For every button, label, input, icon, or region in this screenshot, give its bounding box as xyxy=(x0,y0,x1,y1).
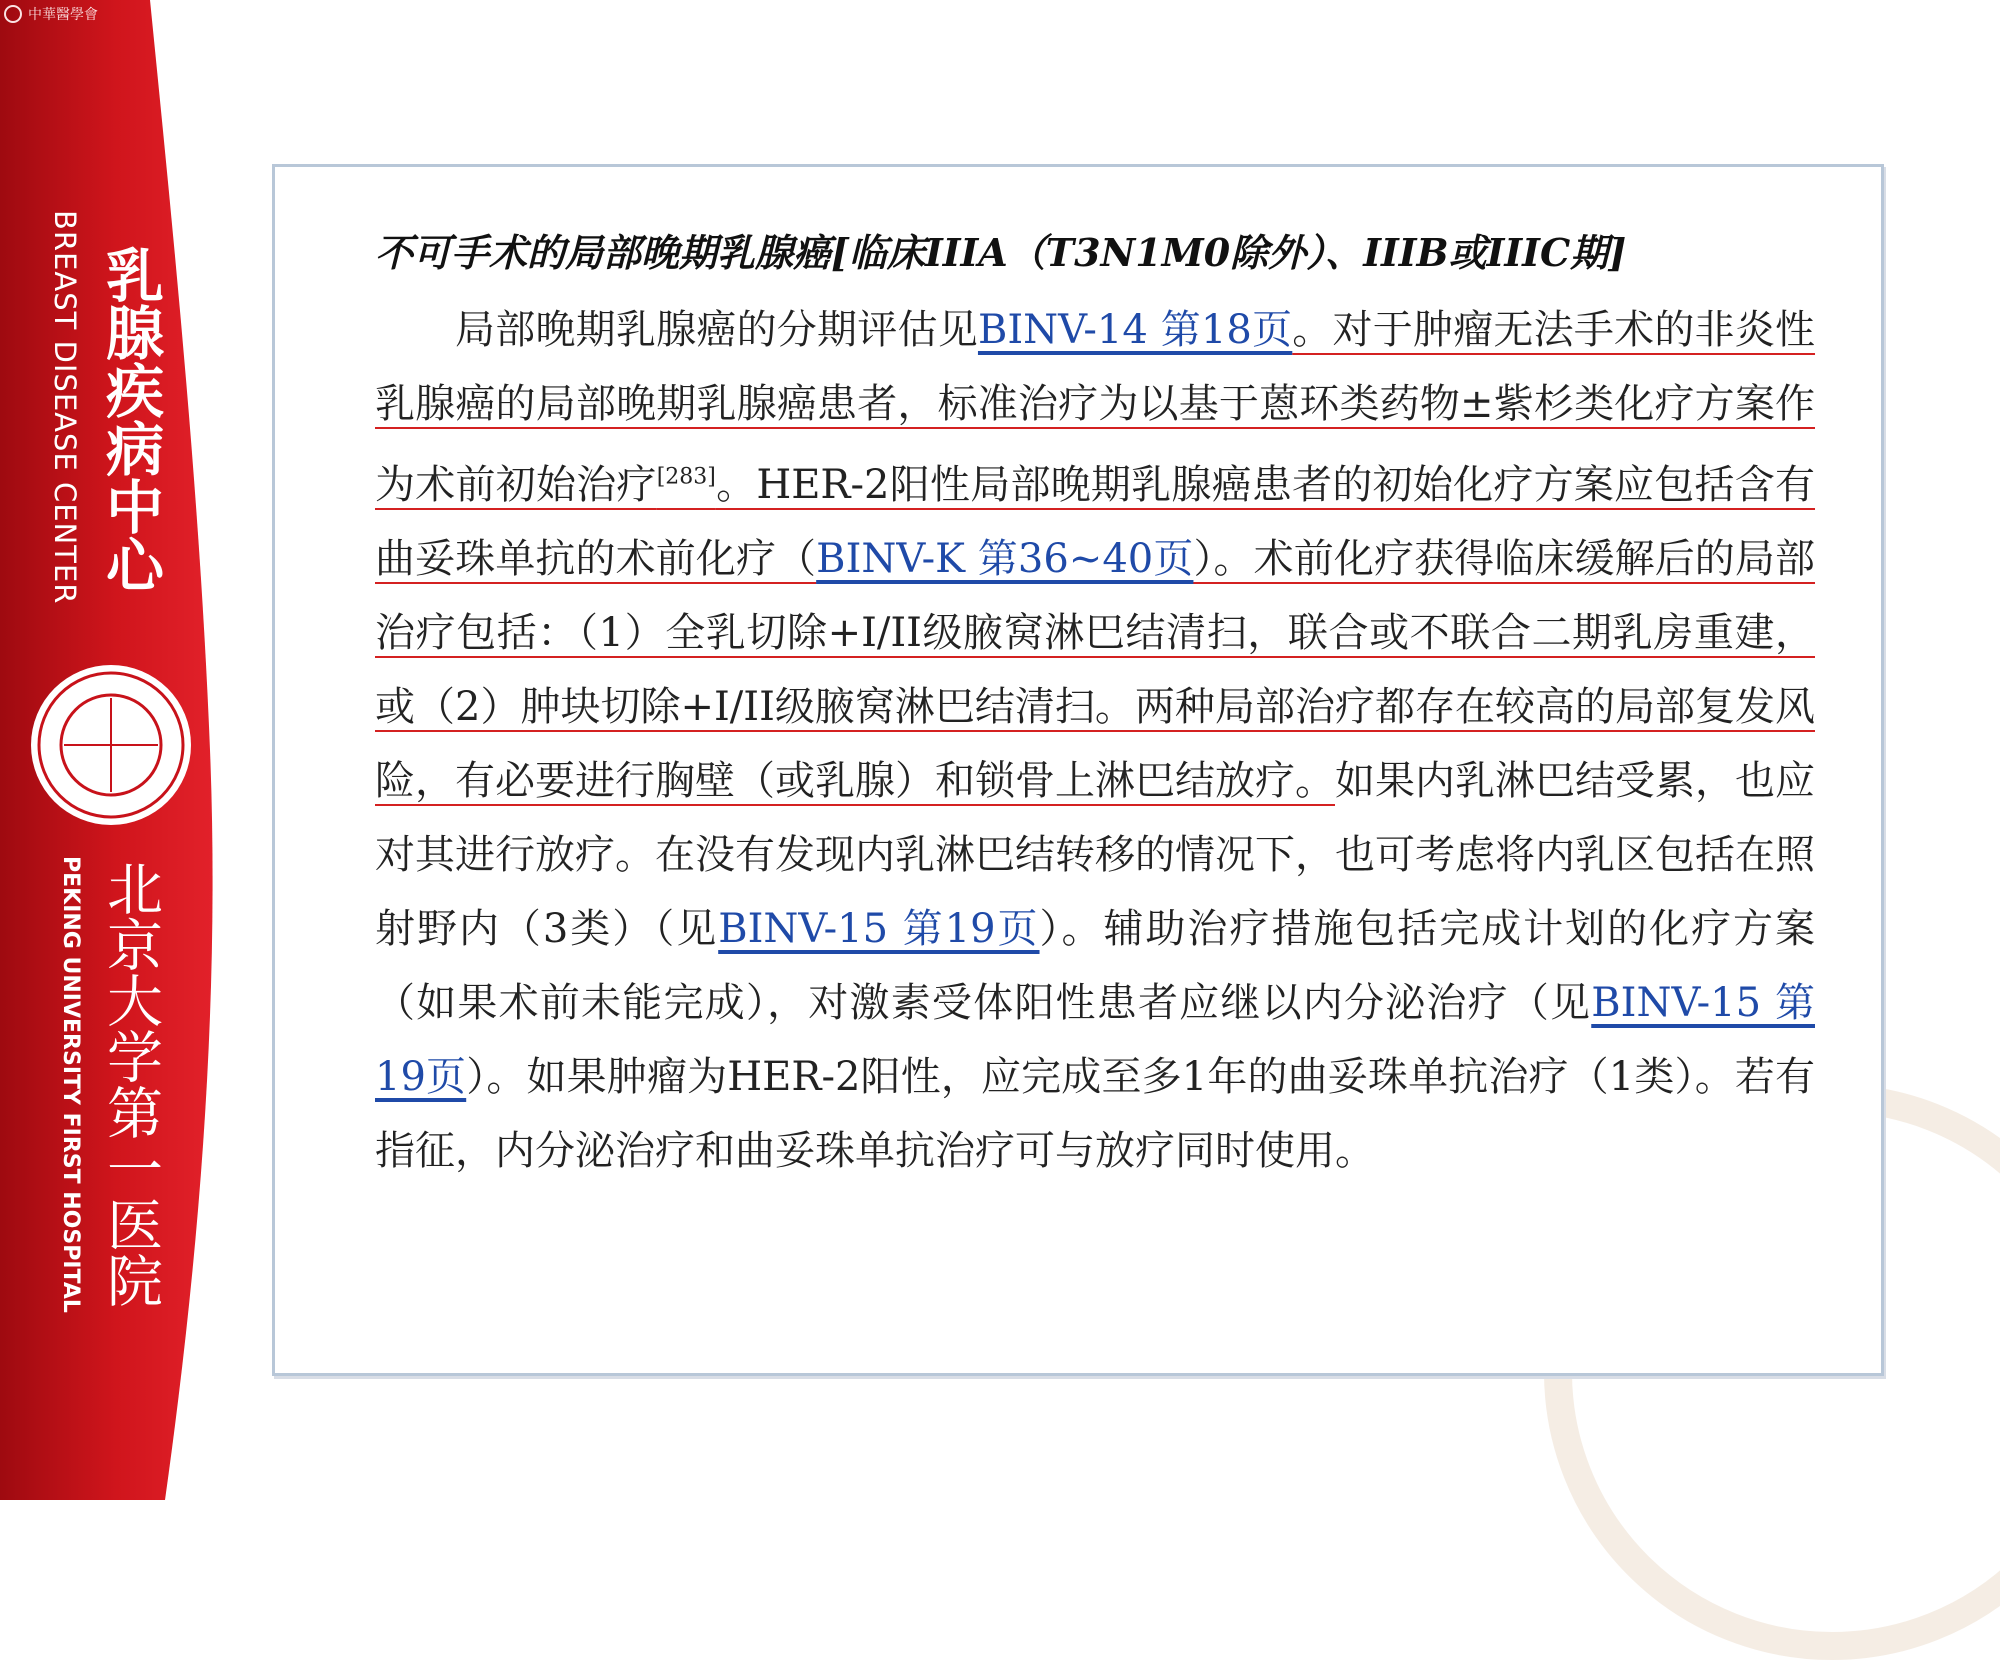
citation-sup: [283] xyxy=(656,465,716,490)
text-run: ）。术前化疗获得临床缓解后的局部治疗包括：（1）全乳切除+I/II级腋窝淋巴结清扫，联合或不联合二期乳房重建，或（2）肿块切除+I/II级腋窝淋巴结清扫。两种局部治疗都存在较高的局部复发风险，有必要进行胸壁（或乳腺）和锁骨上淋巴结放疗。 xyxy=(375,536,1816,805)
society-emblem-icon xyxy=(4,5,22,23)
body-paragraph xyxy=(375,293,1815,1188)
hospital-name-cn: 北京大学第一医院 xyxy=(98,860,163,1308)
ref-link-binv14[interactable]: BINV-14 第18页 xyxy=(977,307,1293,353)
text-run: ）。辅助治疗措施包括完成计划的化疗方案（如果术前未能完成），对激素受体阳性患者应继以内分泌治疗（见 xyxy=(375,906,1816,1027)
center-name-cn: 乳腺疾病中心 xyxy=(96,245,164,593)
hospital-name-en: PEKING UNIVERSITY FIRST HOSPITAL xyxy=(58,856,83,1313)
ref-link-binv15-a[interactable]: BINV-15 第19页 xyxy=(718,906,1040,953)
text-run: 。对于肿瘤无法手术的非炎性乳腺癌的局部晚期乳腺癌患者，标准治疗为以基于蒽环类药物±紫杉类化疗方案作为术前初始治疗 xyxy=(375,307,1816,509)
text-run: ）。如果肿瘤为HER-2阳性，应完成至多1年的曲妥珠单抗治疗（1类）。若有指征，内分泌治疗和曲妥珠单抗治疗可与放疗同时使用。 xyxy=(375,1054,1815,1175)
excerpt-content xyxy=(375,227,1815,1188)
university-seal-icon xyxy=(24,658,198,832)
text-run: 如果内乳淋巴结受累，也应对其进行放疗。在没有发现内乳淋巴结转移的情况下，也可考虑将内乳区包括在照射野内（3类）（见 xyxy=(375,758,1815,953)
text-run: 局部晚期乳腺癌的分期评估见 xyxy=(455,307,978,353)
section-title: 不可手术的局部晚期乳腺癌[临床IIIA（T3N1M0除外）、IIIB或IIIC期] xyxy=(375,230,1627,275)
guideline-excerpt xyxy=(272,164,1884,1376)
ref-link-binv15-b[interactable]: BINV-15 第19页 xyxy=(375,980,1815,1101)
ref-link-binvk[interactable]: BINV-K 第36~40页 xyxy=(816,536,1194,583)
underlined-run xyxy=(375,307,1815,804)
center-name-en: BREAST DISEASE CENTER xyxy=(48,210,82,605)
society-logo xyxy=(4,4,98,24)
society-name: 中華醫學會 xyxy=(28,7,98,23)
text-run: 。HER-2阳性局部晚期乳腺癌患者的初始化疗方案应包括含有曲妥珠单抗的术前化疗（ xyxy=(375,462,1816,583)
